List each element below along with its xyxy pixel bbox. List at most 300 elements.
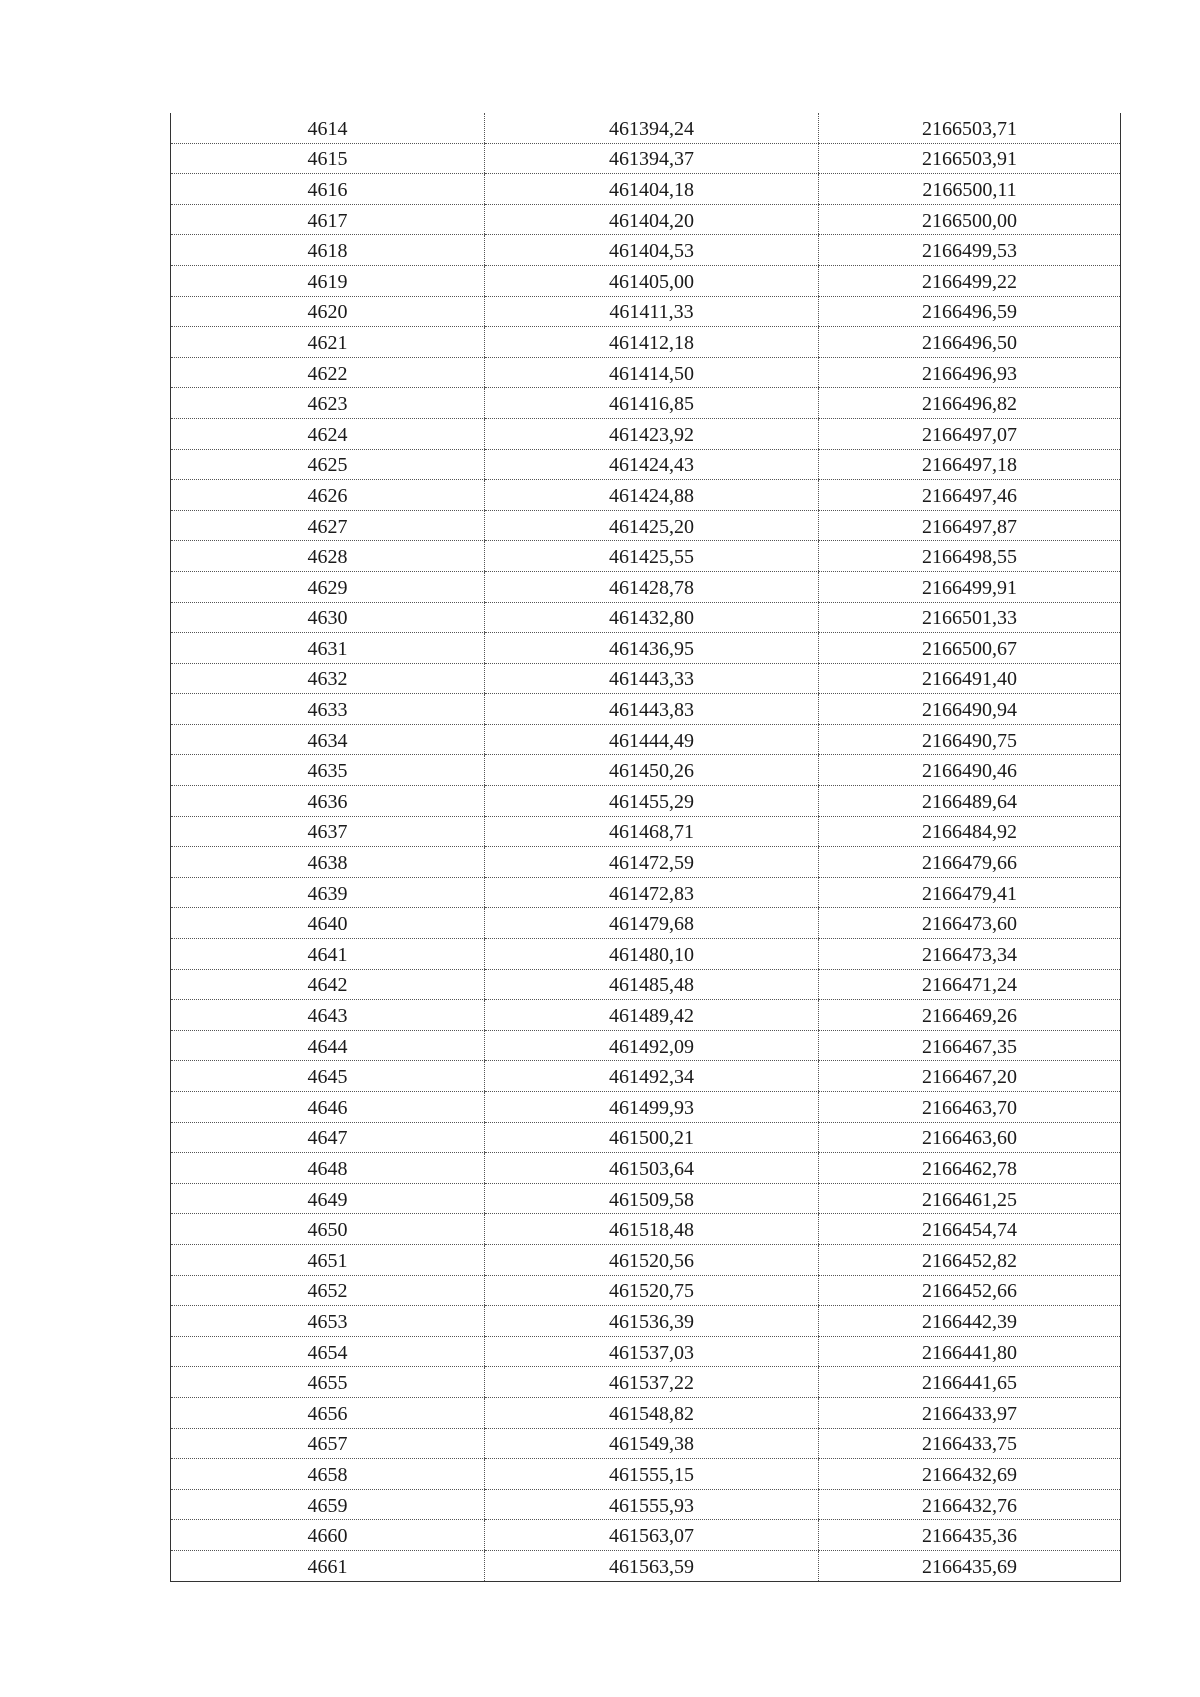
- y-coordinate-cell: [819, 1367, 1121, 1398]
- table-row: [171, 969, 1121, 1000]
- point-number-cell: [171, 449, 485, 480]
- point-number-cell: [171, 1275, 485, 1306]
- cell-text: 2166432,69: [922, 1463, 1017, 1486]
- cell-text: 461563,59: [609, 1555, 694, 1578]
- point-number-cell: [171, 1000, 485, 1031]
- cell-text: 4637: [307, 821, 348, 844]
- point-number-cell: [171, 1183, 485, 1214]
- table-row: [171, 1336, 1121, 1367]
- point-number-cell: [171, 143, 485, 174]
- cell-text: 461455,29: [609, 790, 694, 813]
- table-row: [171, 908, 1121, 939]
- y-coordinate-cell: [819, 694, 1121, 725]
- x-coordinate-cell: [485, 1397, 819, 1428]
- table-row: [171, 265, 1121, 296]
- cell-text: 4659: [307, 1494, 348, 1517]
- y-coordinate-cell: [819, 1336, 1121, 1367]
- cell-text: 4619: [307, 270, 348, 293]
- point-number-cell: [171, 571, 485, 602]
- cell-text: 461555,15: [609, 1463, 694, 1486]
- point-number-cell: [171, 480, 485, 511]
- y-coordinate-cell: [819, 480, 1121, 511]
- y-coordinate-cell: [819, 1275, 1121, 1306]
- y-coordinate-cell: [819, 1520, 1121, 1551]
- point-number-cell: [171, 1306, 485, 1337]
- cell-text: 4657: [307, 1433, 348, 1456]
- x-coordinate-cell: [485, 357, 819, 388]
- x-coordinate-cell: [485, 296, 819, 327]
- cell-text: 4651: [307, 1249, 348, 1272]
- cell-text: 2166496,50: [922, 331, 1017, 354]
- cell-text: 461548,82: [609, 1402, 694, 1425]
- cell-text: 4618: [307, 240, 348, 263]
- point-number-cell: [171, 633, 485, 664]
- point-number-cell: [171, 1061, 485, 1092]
- y-coordinate-cell: [819, 1122, 1121, 1153]
- cell-text: 461500,21: [609, 1127, 694, 1150]
- cell-text: 461518,48: [609, 1219, 694, 1242]
- cell-text: 2166499,53: [922, 240, 1017, 263]
- table-row: [171, 755, 1121, 786]
- x-coordinate-cell: [485, 724, 819, 755]
- point-number-cell: [171, 1550, 485, 1581]
- cell-text: 4643: [307, 1005, 348, 1028]
- y-coordinate-cell: [819, 816, 1121, 847]
- point-number-cell: [171, 265, 485, 296]
- cell-text: 461394,24: [609, 117, 694, 140]
- cell-text: 4655: [307, 1372, 348, 1395]
- cell-text: 2166463,70: [922, 1096, 1017, 1119]
- point-number-cell: [171, 510, 485, 541]
- cell-text: 461537,03: [609, 1341, 694, 1364]
- x-coordinate-cell: [485, 847, 819, 878]
- cell-text: 461499,93: [609, 1096, 694, 1119]
- x-coordinate-cell: [485, 1122, 819, 1153]
- cell-text: 4635: [307, 760, 348, 783]
- point-number-cell: [171, 1520, 485, 1551]
- cell-text: 4661: [307, 1555, 348, 1578]
- x-coordinate-cell: [485, 1244, 819, 1275]
- cell-text: 461555,93: [609, 1494, 694, 1517]
- cell-text: 4642: [307, 974, 348, 997]
- cell-text: 2166461,25: [922, 1188, 1017, 1211]
- y-coordinate-cell: [819, 418, 1121, 449]
- table-row: [171, 510, 1121, 541]
- cell-text: 461509,58: [609, 1188, 694, 1211]
- table-row: [171, 816, 1121, 847]
- cell-text: 461443,83: [609, 699, 694, 722]
- y-coordinate-cell: [819, 510, 1121, 541]
- cell-text: 461412,18: [609, 331, 694, 354]
- y-coordinate-cell: [819, 939, 1121, 970]
- point-number-cell: [171, 939, 485, 970]
- x-coordinate-cell: [485, 1306, 819, 1337]
- table-row: [171, 480, 1121, 511]
- table-row: [171, 1153, 1121, 1184]
- cell-text: 461443,33: [609, 668, 694, 691]
- x-coordinate-cell: [485, 969, 819, 1000]
- x-coordinate-cell: [485, 633, 819, 664]
- table-row: [171, 724, 1121, 755]
- cell-text: 4648: [307, 1157, 348, 1180]
- cell-text: 4616: [307, 178, 348, 201]
- cell-text: 461411,33: [609, 301, 694, 324]
- x-coordinate-cell: [485, 571, 819, 602]
- cell-text: 2166496,82: [922, 393, 1017, 416]
- table-row: [171, 1428, 1121, 1459]
- x-coordinate-cell: [485, 908, 819, 939]
- point-number-cell: [171, 1030, 485, 1061]
- point-number-cell: [171, 541, 485, 572]
- point-number-cell: [171, 1489, 485, 1520]
- cell-text: 461405,00: [609, 270, 694, 293]
- y-coordinate-cell: [819, 541, 1121, 572]
- point-number-cell: [171, 1122, 485, 1153]
- cell-text: 4656: [307, 1402, 348, 1425]
- cell-text: 2166435,36: [922, 1525, 1017, 1548]
- cell-text: 4622: [307, 362, 348, 385]
- cell-text: 2166500,00: [922, 209, 1017, 232]
- y-coordinate-cell: [819, 1092, 1121, 1123]
- y-coordinate-cell: [819, 113, 1121, 143]
- cell-text: 4638: [307, 852, 348, 875]
- table-row: [171, 1000, 1121, 1031]
- y-coordinate-cell: [819, 571, 1121, 602]
- cell-text: 2166462,78: [922, 1157, 1017, 1180]
- cell-text: 4653: [307, 1310, 348, 1333]
- cell-text: 2166497,46: [922, 484, 1017, 507]
- cell-text: 2166467,35: [922, 1035, 1017, 1058]
- y-coordinate-cell: [819, 602, 1121, 633]
- y-coordinate-cell: [819, 1000, 1121, 1031]
- cell-text: 4644: [307, 1035, 348, 1058]
- cell-text: 2166490,94: [922, 699, 1017, 722]
- cell-text: 461416,85: [609, 393, 694, 416]
- cell-text: 4629: [307, 576, 348, 599]
- cell-text: 461404,20: [609, 209, 694, 232]
- table-row: [171, 1275, 1121, 1306]
- cell-text: 4625: [307, 454, 348, 477]
- cell-text: 4652: [307, 1280, 348, 1303]
- y-coordinate-cell: [819, 327, 1121, 358]
- y-coordinate-cell: [819, 1397, 1121, 1428]
- y-coordinate-cell: [819, 1550, 1121, 1581]
- x-coordinate-cell: [485, 113, 819, 143]
- cell-text: 2166499,91: [922, 576, 1017, 599]
- y-coordinate-cell: [819, 235, 1121, 266]
- table-row: [171, 1061, 1121, 1092]
- cell-text: 4623: [307, 393, 348, 416]
- y-coordinate-cell: [819, 663, 1121, 694]
- point-number-cell: [171, 694, 485, 725]
- x-coordinate-cell: [485, 1030, 819, 1061]
- coordinates-table-body: [171, 113, 1121, 1581]
- x-coordinate-cell: [485, 1275, 819, 1306]
- point-number-cell: [171, 847, 485, 878]
- table-row: [171, 113, 1121, 143]
- cell-text: 4617: [307, 209, 348, 232]
- point-number-cell: [171, 388, 485, 419]
- cell-text: 461492,34: [609, 1066, 694, 1089]
- cell-text: 2166499,22: [922, 270, 1017, 293]
- point-number-cell: [171, 296, 485, 327]
- point-number-cell: [171, 418, 485, 449]
- cell-text: 4626: [307, 484, 348, 507]
- y-coordinate-cell: [819, 1214, 1121, 1245]
- x-coordinate-cell: [485, 755, 819, 786]
- table-row: [171, 1214, 1121, 1245]
- x-coordinate-cell: [485, 877, 819, 908]
- point-number-cell: [171, 816, 485, 847]
- cell-text: 4628: [307, 546, 348, 569]
- cell-text: 461480,10: [609, 943, 694, 966]
- cell-text: 2166452,82: [922, 1249, 1017, 1272]
- cell-text: 2166500,11: [922, 178, 1017, 201]
- point-number-cell: [171, 1336, 485, 1367]
- y-coordinate-cell: [819, 174, 1121, 205]
- cell-text: 461479,68: [609, 913, 694, 936]
- y-coordinate-cell: [819, 449, 1121, 480]
- cell-text: 4649: [307, 1188, 348, 1211]
- y-coordinate-cell: [819, 786, 1121, 817]
- cell-text: 461436,95: [609, 637, 694, 660]
- y-coordinate-cell: [819, 1306, 1121, 1337]
- cell-text: 461537,22: [609, 1372, 694, 1395]
- table-row: [171, 541, 1121, 572]
- cell-text: 461536,39: [609, 1310, 694, 1333]
- cell-text: 461432,80: [609, 607, 694, 630]
- cell-text: 2166500,67: [922, 637, 1017, 660]
- point-number-cell: [171, 1428, 485, 1459]
- cell-text: 461404,53: [609, 240, 694, 263]
- x-coordinate-cell: [485, 235, 819, 266]
- y-coordinate-cell: [819, 1061, 1121, 1092]
- x-coordinate-cell: [485, 418, 819, 449]
- table-row: [171, 174, 1121, 205]
- x-coordinate-cell: [485, 786, 819, 817]
- cell-text: 2166479,66: [922, 852, 1017, 875]
- cell-text: 2166503,91: [922, 148, 1017, 171]
- cell-text: 4636: [307, 790, 348, 813]
- cell-text: 2166503,71: [922, 117, 1017, 140]
- cell-text: 4632: [307, 668, 348, 691]
- cell-text: 2166433,97: [922, 1402, 1017, 1425]
- cell-text: 461563,07: [609, 1525, 694, 1548]
- cell-text: 4641: [307, 943, 348, 966]
- coordinates-table: [170, 113, 1121, 1582]
- y-coordinate-cell: [819, 357, 1121, 388]
- cell-text: 461404,18: [609, 178, 694, 201]
- cell-text: 2166498,55: [922, 546, 1017, 569]
- x-coordinate-cell: [485, 1459, 819, 1490]
- y-coordinate-cell: [819, 388, 1121, 419]
- cell-text: 4639: [307, 882, 348, 905]
- cell-text: 461450,26: [609, 760, 694, 783]
- table-row: [171, 1489, 1121, 1520]
- y-coordinate-cell: [819, 724, 1121, 755]
- cell-text: 2166484,92: [922, 821, 1017, 844]
- cell-text: 2166497,87: [922, 515, 1017, 538]
- x-coordinate-cell: [485, 694, 819, 725]
- x-coordinate-cell: [485, 541, 819, 572]
- cell-text: 2166490,46: [922, 760, 1017, 783]
- table-row: [171, 327, 1121, 358]
- table-row: [171, 1092, 1121, 1123]
- cell-text: 2166454,74: [922, 1219, 1017, 1242]
- cell-text: 461444,49: [609, 729, 694, 752]
- point-number-cell: [171, 786, 485, 817]
- cell-text: 2166463,60: [922, 1127, 1017, 1150]
- y-coordinate-cell: [819, 1489, 1121, 1520]
- point-number-cell: [171, 755, 485, 786]
- cell-text: 2166452,66: [922, 1280, 1017, 1303]
- table-row: [171, 786, 1121, 817]
- table-row: [171, 1244, 1121, 1275]
- x-coordinate-cell: [485, 510, 819, 541]
- table-row: [171, 1397, 1121, 1428]
- x-coordinate-cell: [485, 174, 819, 205]
- cell-text: 2166432,76: [922, 1494, 1017, 1517]
- x-coordinate-cell: [485, 327, 819, 358]
- cell-text: 2166433,75: [922, 1433, 1017, 1456]
- y-coordinate-cell: [819, 1428, 1121, 1459]
- cell-text: 4615: [307, 148, 348, 171]
- table-row: [171, 296, 1121, 327]
- x-coordinate-cell: [485, 1061, 819, 1092]
- point-number-cell: [171, 663, 485, 694]
- cell-text: 4621: [307, 331, 348, 354]
- table-row: [171, 204, 1121, 235]
- cell-text: 2166441,65: [922, 1372, 1017, 1395]
- table-row: [171, 418, 1121, 449]
- cell-text: 2166490,75: [922, 729, 1017, 752]
- cell-text: 461468,71: [609, 821, 694, 844]
- point-number-cell: [171, 1092, 485, 1123]
- table-row: [171, 357, 1121, 388]
- cell-text: 2166473,60: [922, 913, 1017, 936]
- cell-text: 461423,92: [609, 423, 694, 446]
- cell-text: 461492,09: [609, 1035, 694, 1058]
- point-number-cell: [171, 174, 485, 205]
- x-coordinate-cell: [485, 1428, 819, 1459]
- cell-text: 2166435,69: [922, 1555, 1017, 1578]
- point-number-cell: [171, 877, 485, 908]
- x-coordinate-cell: [485, 1000, 819, 1031]
- cell-text: 4630: [307, 607, 348, 630]
- cell-text: 4645: [307, 1066, 348, 1089]
- cell-text: 4654: [307, 1341, 348, 1364]
- x-coordinate-cell: [485, 1214, 819, 1245]
- table-row: [171, 1550, 1121, 1581]
- x-coordinate-cell: [485, 1489, 819, 1520]
- x-coordinate-cell: [485, 265, 819, 296]
- y-coordinate-cell: [819, 908, 1121, 939]
- y-coordinate-cell: [819, 143, 1121, 174]
- x-coordinate-cell: [485, 388, 819, 419]
- cell-text: 2166442,39: [922, 1310, 1017, 1333]
- table-row: [171, 1122, 1121, 1153]
- point-number-cell: [171, 969, 485, 1000]
- table-row: [171, 1367, 1121, 1398]
- cell-text: 2166489,64: [922, 790, 1017, 813]
- cell-text: 461424,88: [609, 484, 694, 507]
- point-number-cell: [171, 908, 485, 939]
- table-row: [171, 1459, 1121, 1490]
- x-coordinate-cell: [485, 939, 819, 970]
- cell-text: 461520,56: [609, 1249, 694, 1272]
- cell-text: 4634: [307, 729, 348, 752]
- point-number-cell: [171, 724, 485, 755]
- point-number-cell: [171, 204, 485, 235]
- cell-text: 4627: [307, 515, 348, 538]
- table-row: [171, 449, 1121, 480]
- point-number-cell: [171, 1244, 485, 1275]
- cell-text: 461424,43: [609, 454, 694, 477]
- x-coordinate-cell: [485, 602, 819, 633]
- table-row: [171, 602, 1121, 633]
- cell-text: 2166491,40: [922, 668, 1017, 691]
- table-row: [171, 388, 1121, 419]
- cell-text: 461425,20: [609, 515, 694, 538]
- x-coordinate-cell: [485, 1336, 819, 1367]
- cell-text: 4646: [307, 1096, 348, 1119]
- cell-text: 2166479,41: [922, 882, 1017, 905]
- point-number-cell: [171, 602, 485, 633]
- cell-text: 2166501,33: [922, 607, 1017, 630]
- cell-text: 4647: [307, 1127, 348, 1150]
- x-coordinate-cell: [485, 143, 819, 174]
- y-coordinate-cell: [819, 755, 1121, 786]
- y-coordinate-cell: [819, 1030, 1121, 1061]
- y-coordinate-cell: [819, 969, 1121, 1000]
- cell-text: 461489,42: [609, 1005, 694, 1028]
- table-row: [171, 235, 1121, 266]
- table-row: [171, 1520, 1121, 1551]
- cell-text: 2166441,80: [922, 1341, 1017, 1364]
- cell-text: 4633: [307, 699, 348, 722]
- point-number-cell: [171, 1214, 485, 1245]
- table-row: [171, 143, 1121, 174]
- y-coordinate-cell: [819, 633, 1121, 664]
- table-row: [171, 877, 1121, 908]
- x-coordinate-cell: [485, 1092, 819, 1123]
- x-coordinate-cell: [485, 1367, 819, 1398]
- table-row: [171, 1183, 1121, 1214]
- cell-text: 461549,38: [609, 1433, 694, 1456]
- point-number-cell: [171, 1397, 485, 1428]
- x-coordinate-cell: [485, 480, 819, 511]
- y-coordinate-cell: [819, 265, 1121, 296]
- y-coordinate-cell: [819, 1244, 1121, 1275]
- cell-text: 2166473,34: [922, 943, 1017, 966]
- cell-text: 4631: [307, 637, 348, 660]
- cell-text: 461520,75: [609, 1280, 694, 1303]
- cell-text: 461472,83: [609, 882, 694, 905]
- cell-text: 2166496,93: [922, 362, 1017, 385]
- y-coordinate-cell: [819, 204, 1121, 235]
- point-number-cell: [171, 235, 485, 266]
- cell-text: 4624: [307, 423, 348, 446]
- cell-text: 4650: [307, 1219, 348, 1242]
- cell-text: 461472,59: [609, 852, 694, 875]
- cell-text: 4660: [307, 1525, 348, 1548]
- cell-text: 461425,55: [609, 546, 694, 569]
- table-row: [171, 939, 1121, 970]
- y-coordinate-cell: [819, 847, 1121, 878]
- y-coordinate-cell: [819, 1459, 1121, 1490]
- table-row: [171, 1030, 1121, 1061]
- cell-text: 2166471,24: [922, 974, 1017, 997]
